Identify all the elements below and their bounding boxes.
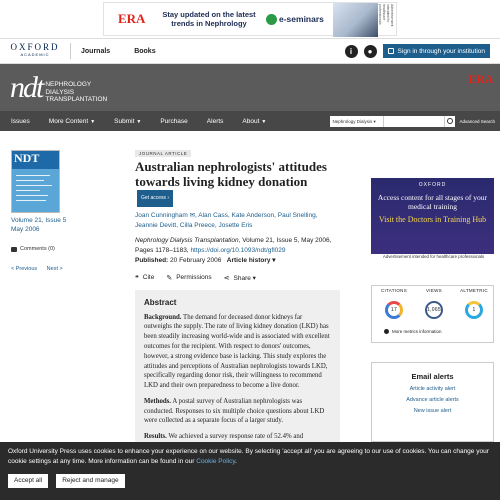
search-icon[interactable]	[444, 116, 455, 127]
ad-banner[interactable]	[103, 2, 397, 36]
nav-purchase[interactable]: Purchase	[160, 117, 188, 125]
publication-info: Published: 20 February 2006 Article history ▾	[135, 256, 276, 264]
era-logo: ERA	[118, 11, 146, 26]
permissions-button[interactable]: ✎ Permissions	[166, 274, 212, 282]
nav-issues[interactable]: Issues	[11, 117, 30, 125]
quote-icon: ❝	[135, 274, 139, 282]
previous-article-link[interactable]: < Previous	[11, 266, 38, 272]
header-divider	[70, 43, 71, 59]
doi-link[interactable]: https://doi.org/10.1093/ndt/gfl029	[190, 246, 286, 254]
article-pagination	[11, 266, 71, 272]
reject-and-manage-button[interactable]: Reject and manage	[56, 474, 124, 488]
altmetric-badge: 1	[465, 301, 483, 319]
ad-caption: Advertisement intended for healthcare professionals	[382, 254, 485, 259]
top-advertisement[interactable]	[0, 0, 500, 38]
ad-side-label: Advertisement intended for healthcare professionals	[378, 4, 394, 27]
search-bar	[330, 116, 495, 127]
abstract-results: Results. We achieved a survey response rate of 52.4% and	[144, 433, 304, 441]
key-icon: ✎	[166, 274, 173, 282]
article-activity-alert-link[interactable]: Article activity alert	[409, 386, 456, 392]
chevron-down-icon: ▼	[136, 118, 142, 125]
journal-banner	[0, 64, 500, 111]
altmetric-metric[interactable]: ALTMETRIC 1	[454, 288, 494, 319]
article-main	[135, 150, 340, 470]
era-logo-corner[interactable]: ERA	[468, 72, 494, 86]
article-type-badge: JOURNAL ARTICLE	[135, 150, 191, 157]
ndt-logo[interactable]: ndt	[10, 70, 43, 104]
nav-alerts[interactable]: Alerts	[206, 117, 224, 125]
advanced-search-link[interactable]: Advanced Search	[459, 118, 495, 124]
share-icon: ⋖	[223, 274, 230, 282]
cookie-banner	[0, 442, 500, 500]
more-metrics-link[interactable]: More metrics information	[384, 329, 442, 334]
issue-volume-link[interactable]: Volume 21, Issue 5 May 2006	[11, 217, 67, 233]
lock-icon	[388, 48, 394, 54]
info-icon[interactable]: i	[345, 45, 358, 58]
ad-photo	[333, 3, 378, 37]
cookie-message: Oxford University Press uses cookies to enhance your experience on our website. By selecting 'accept all' you are agreeing to our use of cookies. You can change your cookie settings at any time. More information can be found in our Cookie Policy.	[8, 448, 489, 465]
eseminars-icon	[266, 14, 277, 25]
books-link[interactable]: Books	[134, 47, 156, 55]
journal-title: NEPHROLOGY DIALYSIS TRANSPLANTATION	[45, 81, 108, 104]
article-title: Australian nephrologists' attitudes towards living kidney donation Get access ›	[135, 159, 340, 207]
next-article-link[interactable]: Next >	[46, 266, 63, 272]
nav-submit[interactable]: Submit ▼	[114, 117, 142, 125]
chevron-down-icon: ▼	[261, 118, 267, 125]
abstract-methods: Methods. A postal survey of Australian nephrologists was conducted. Responses to six multiple choice questions about LKD were collected as a separate focus of a larger study.	[144, 397, 325, 425]
get-access-button[interactable]: Get access ›	[137, 190, 173, 207]
article-actions	[135, 274, 340, 282]
cite-button[interactable]: ❝ Cite	[135, 274, 155, 282]
oxford-academic-logo[interactable]: OXFORD ACADEMIC	[10, 42, 60, 57]
views-metric[interactable]: VIEWS 1,065	[414, 288, 454, 319]
article-history-toggle[interactable]: Article history ▾	[226, 256, 276, 264]
views-badge: 1,065	[425, 301, 443, 319]
article-citation: Nephrology Dialysis Transplantation, Volume 21, Issue 5, May 2006, Pages 1178–1183, https://doi.org/10.1093/ndt/gfl029	[135, 236, 332, 254]
ad-headline: Stay updated on the latest trends in Nephrology	[162, 10, 256, 28]
citations-metric[interactable]: CITATIONS 17	[374, 288, 414, 319]
search-scope-select[interactable]: Nephrology Dialysis ▾	[330, 116, 384, 127]
doctors-hub-advertisement[interactable]: OXFORD Access content for all stages of your medical training Visit the Doctors in Training Hub	[371, 178, 494, 254]
article-metrics	[371, 285, 494, 343]
search-input[interactable]	[384, 116, 444, 127]
issue-cover-image[interactable]: NDT	[11, 150, 60, 213]
chevron-down-icon: ▼	[90, 118, 96, 125]
comments-link[interactable]: Comments (0)	[11, 246, 71, 252]
author-list[interactable]: Joan Cunningham ✉, Alan Cass, Kate Anderson, Paul Snelling, Jeannie Devitt, Cilla Preece, Josette Eris	[135, 211, 318, 229]
oxford-logo: OXFORD	[418, 182, 447, 188]
dimensions-badge: 17	[385, 301, 403, 319]
accept-all-button[interactable]: Accept all	[8, 474, 48, 488]
nav-more-content[interactable]: More Content ▼	[48, 117, 96, 125]
email-alerts-box	[371, 362, 494, 442]
issue-sidebar	[11, 150, 71, 272]
comment-icon	[11, 247, 17, 252]
nav-about[interactable]: About ▼	[242, 117, 267, 125]
email-alerts-heading: Email alerts	[411, 372, 454, 381]
share-button[interactable]: ⋖ Share ▾	[223, 274, 256, 282]
user-account-icon[interactable]: ●	[364, 45, 377, 58]
abstract-heading: Abstract	[144, 297, 177, 307]
advance-article-alerts-link[interactable]: Advance article alerts	[406, 397, 459, 403]
institution-signin-button[interactable]: Sign in through your institution	[383, 44, 490, 58]
info-icon	[384, 329, 389, 334]
new-issue-alert-link[interactable]: New issue alert	[413, 408, 452, 414]
abstract-background: Background. The demand for deceased donor kidneys far outweighs the supply. The rate of living kidney donation (LKD) has been steadily increasing world-wide and is associated with excellent outcomes for the recipient. With respect to donors' outcomes, however, a strong evidence base is lacking. This study explores the attitudes and perceptions of Australian nephrologists towards LKD, specifically regarding donor risk, their willingness to recommend LKD and their own preparedness to become a live donor.	[144, 313, 330, 390]
site-header	[0, 38, 500, 64]
journals-link[interactable]: Journals	[81, 47, 111, 55]
cookie-policy-link[interactable]: Cookie Policy	[196, 457, 236, 465]
journal-nav	[0, 111, 500, 131]
eseminars-logo: e-seminars	[266, 14, 324, 25]
